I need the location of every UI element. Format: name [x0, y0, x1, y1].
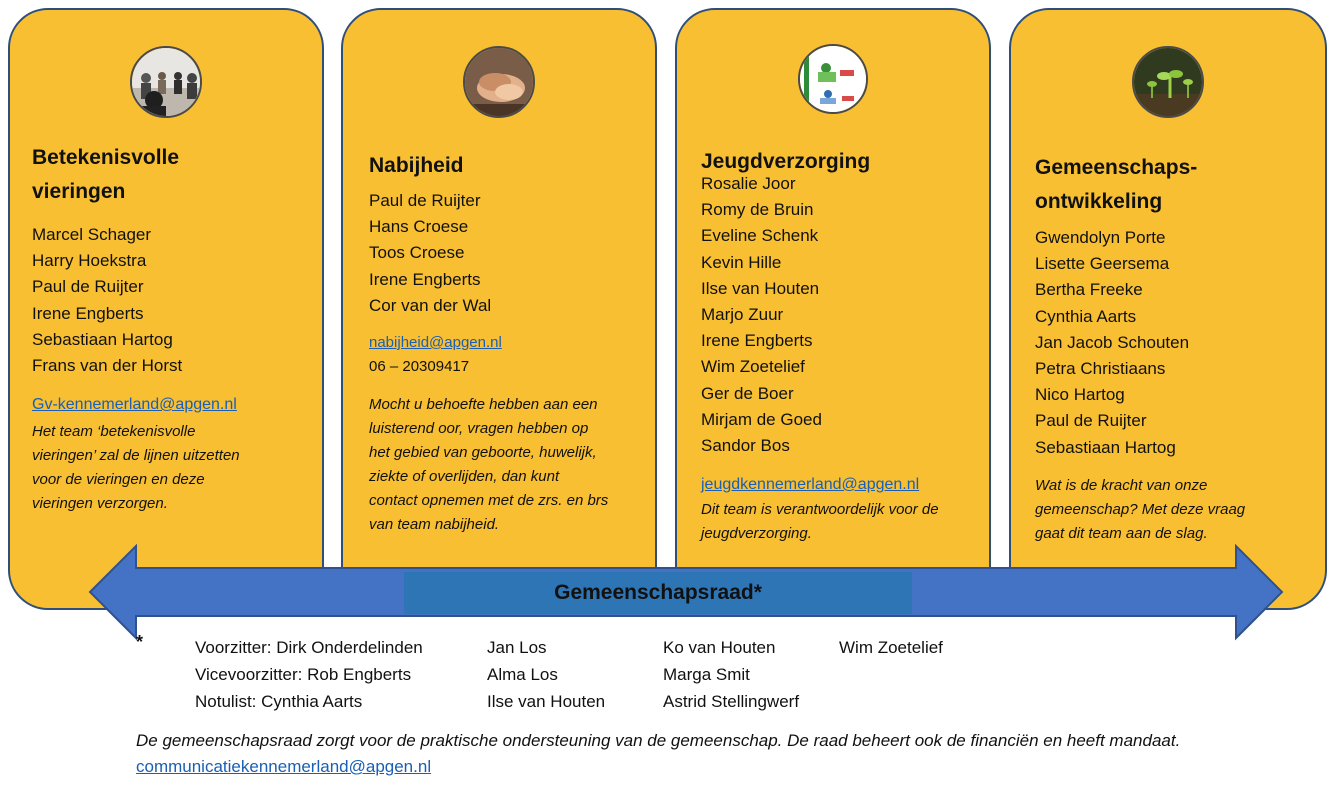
card-title: Jeugdverzorging	[701, 150, 871, 173]
list-item: Gwendolyn Porte	[1035, 228, 1166, 247]
list-item: Jan Jacob Schouten	[1035, 332, 1190, 352]
description-line: vieringen verzorgen.	[32, 495, 168, 512]
description-line: het gebied van geboorte, huwelijk,	[369, 444, 597, 461]
email-link[interactable]: jeugdkennemerland@apgen.nl	[701, 476, 920, 493]
list-item: Alma Los	[487, 665, 558, 684]
list-item: Sebastiaan Hartog	[1035, 437, 1176, 457]
description-line: Mocht u behoefte hebben aan een	[369, 396, 598, 413]
council-title: Gemeenschapsraad*	[554, 581, 762, 604]
description-line: gemeenschap? Met deze vraag	[1035, 501, 1246, 518]
card-title: Nabijheid	[369, 154, 464, 177]
list-item: Bertha Freeke	[1035, 280, 1143, 300]
description-line: jeugdverzorging.	[701, 525, 812, 542]
description-line: van team nabijheid.	[369, 516, 500, 533]
list-item: Vicevoorzitter: Rob Engberts	[195, 665, 412, 684]
footer-text: De gemeenschapsraad zorgt voor de praktische ondersteuning van de gemeenschap. De raad beheert ook de financiën en heeft mandaat.	[136, 731, 1181, 750]
list-item: Mirjam de Goed	[701, 409, 822, 429]
description-line: Wat is de kracht van onze	[1035, 477, 1208, 494]
list-item: Marcel Schager	[32, 225, 152, 244]
council-column-1	[195, 634, 423, 715]
description-line: Dit team is verantwoordelijk voor de	[701, 501, 939, 518]
council-column-3	[663, 634, 799, 715]
list-item: Ger de Boer	[701, 383, 794, 403]
list-item: Kevin Hille	[701, 252, 782, 272]
description-line: ziekte of overlijden, dan kunt	[369, 468, 560, 485]
card-title: Gemeenschaps-	[1035, 156, 1198, 179]
list-item: Sandor Bos	[701, 436, 790, 456]
email-link[interactable]: Gv-kennemerland@apgen.nl	[32, 396, 237, 413]
card-title-line2: ontwikkeling	[1035, 190, 1163, 213]
list-item: Astrid Stellingwerf	[663, 692, 800, 711]
description-line: voor de vieringen en deze	[32, 471, 205, 488]
list-item: Frans van der Horst	[32, 356, 183, 376]
list-item: Jan Los	[487, 638, 547, 657]
council-column-2	[487, 634, 605, 715]
list-item: Irene Engberts	[701, 331, 813, 351]
list-item: Cynthia Aarts	[1035, 306, 1137, 326]
list-item: Irene Engberts	[32, 303, 144, 323]
description-line: contact opnemen met de zrs. en brs	[369, 492, 609, 509]
list-item: Marjo Zuur	[701, 305, 784, 325]
list-item: Hans Croese	[369, 217, 469, 237]
card-title: Betekenisvolle	[32, 146, 180, 169]
email-link[interactable]: nabijheid@apgen.nl	[369, 334, 502, 351]
list-item: Romy de Bruin	[701, 200, 814, 220]
description-line: luisterend oor, vragen hebben op	[369, 420, 589, 437]
list-item: Ilse van Houten	[701, 278, 820, 298]
list-item: Harry Hoekstra	[32, 251, 147, 271]
list-item: Voorzitter: Dirk Onderdelinden	[195, 638, 423, 657]
list-item: Sebastiaan Hartog	[32, 329, 173, 349]
footer-email-link[interactable]: communicatiekennemerland@apgen.nl	[136, 757, 432, 776]
phone-number: 06 – 20309417	[369, 358, 470, 375]
list-item: Toos Croese	[369, 243, 465, 263]
list-item: Lisette Geersema	[1035, 254, 1170, 274]
list-item: Eveline Schenk	[701, 226, 819, 246]
list-item: Cor van der Wal	[369, 295, 492, 315]
asterisk-marker: *	[136, 632, 144, 652]
list-item: Paul de Ruijter	[369, 191, 481, 210]
description-line: Het team ‘betekenisvolle	[32, 423, 196, 440]
list-item: Marga Smit	[663, 665, 750, 684]
description-line: gaat dit team aan de slag.	[1035, 525, 1208, 542]
list-item: Irene Engberts	[369, 269, 481, 289]
council-column-4	[839, 634, 943, 661]
description-line: vieringen’ zal de lijnen uitzetten	[32, 447, 240, 464]
list-item: Ilse van Houten	[487, 692, 606, 711]
list-item: Wim Zoetelief	[701, 357, 805, 377]
list-item: Ko van Houten	[663, 638, 776, 657]
list-item: Petra Christiaans	[1035, 359, 1166, 379]
list-item: Paul de Ruijter	[1035, 411, 1147, 431]
list-item: Wim Zoetelief	[839, 638, 943, 657]
list-item: Paul de Ruijter	[32, 277, 144, 297]
list-item: Notulist: Cynthia Aarts	[195, 692, 363, 711]
list-item: Rosalie Joor	[701, 174, 796, 193]
list-item: Nico Hartog	[1035, 385, 1125, 405]
card-title-line2: vieringen	[32, 180, 126, 203]
